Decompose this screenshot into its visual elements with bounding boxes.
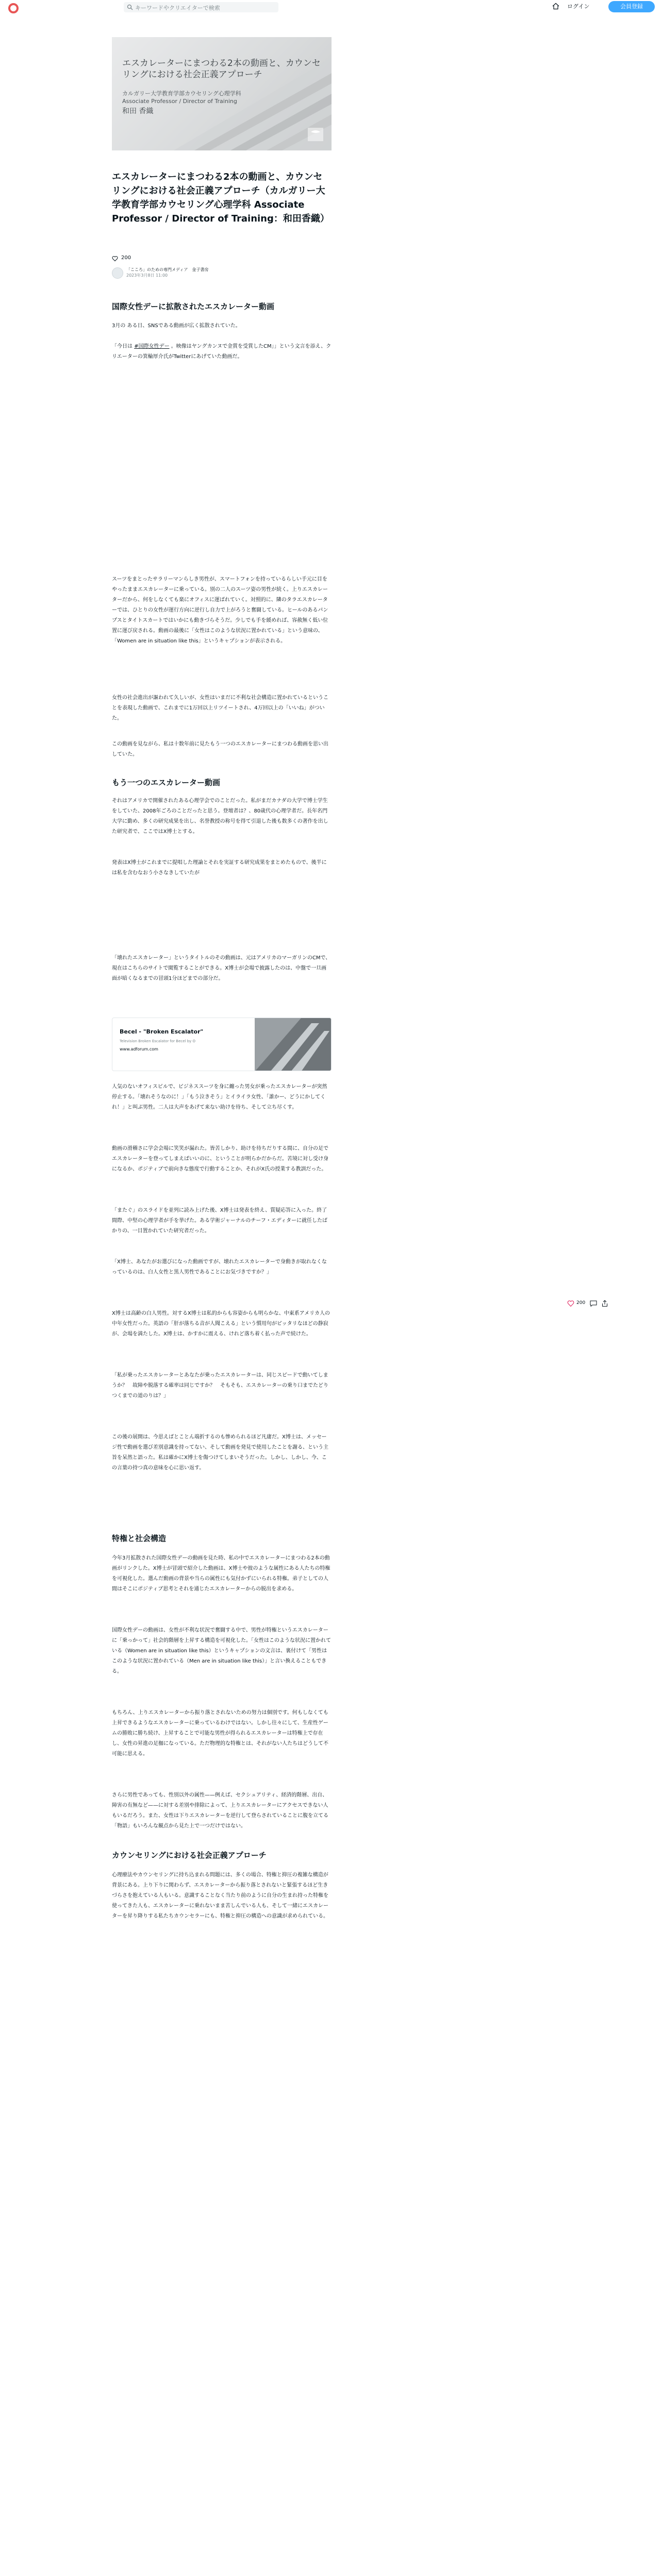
hero-author-name: 和田 香織 [122,107,154,115]
paragraph: それはアメリカで開催されたある心理学会でのことだった。私がまだカナダの大学で博士学生をしていた、2008年ごろのことだったと思う。登壇者は？、80歳代の心理学者だ。長年名門大学に勤め、多くの研究成果を出し、名誉教授の称号を得て引退した後も数多くの著作を出した研究者で、ここではX博士とする。 [112,798,328,835]
like-icon[interactable] [567,1300,574,1307]
link-card-description: Television Broken Escalator for Becel by O [120,1039,196,1043]
article-title: エスカレーターにまつわる2本の動画と、カウンセリングにおける社会正義アプローチ（カルガリー大学教育学部カウセリング心理学科 Associate Professor / Director of Training：和田香織） [112,172,329,224]
signup-button[interactable]: 会員登録 [608,1,655,12]
site-header [0,0,662,31]
floating-like-count: 200 [576,1300,586,1306]
paragraph: この動画を見ながら、私は十数年前に見たもう一つのエスカレーターにまつわる動画を思い出していた。 [112,741,328,757]
publish-date: 2023年3月8日 11:00 [126,273,168,278]
search-input[interactable] [124,2,278,12]
link-card[interactable] [112,1018,332,1071]
link-card-thumbnail [255,1018,332,1071]
paragraph: 「壊れたエスカレーター」というタイトルのその動画は、元はアメリカのマーガリンのCMで、現在はこちらのサイトで閲覧することができる。X博士が会場で披露したのは、中盤で一旦画面が暗くなるまでの冒頭1分ほどまでの部分だ。 [112,955,331,981]
like-count: 200 [121,255,131,261]
paragraph: スーツをまとったサラリーマンらしき男性が、スマートフォンを持っているらしい手元に目をやったままエスカレーターに乗っている。別の二人のスーツ姿の男性が続く。上りエスカレーターだから、何をしなくても楽にオフィスに運ばれていく。対照的に、隣のタラエスカレーターでは、ひとりの女性が運行方向に逆行し自力で上がろうと奮闘している。ヒールのあるパンプスとタイトスカートではいかにも動きづらそうだ。少しでも手を緩めれば、容赦無く低い位置に運び戻される。動画の最後に「女性はこのような状況に置かれている」という意味の、「Women are in situation like this」というキャプションが表示される。 [112,577,328,644]
paragraph-text: 。映像はヤングカンヌで金賞を受賞したCM」」という文言を添え、クリエーターの箕輪厚介氏がTwitterにあげていた動画だ。 [112,344,332,360]
search-icon [127,4,133,10]
publisher-badge-icon [308,128,323,141]
paragraph: 国際女性デーの動画は、女性が不利な状況で奮闘する中で、男性が特権というエスカレーターに「乗っかって」社会的階層を上昇する構造を可視化した。「女性はこのような状況に置かれている（Women are in situation like this）というキャプションの文言は、裏付けて「男性はこのような状況に置かれている（Men are in situation like this）」と言い換えることもできる。 [112,1628,331,1674]
avatar[interactable] [112,267,123,279]
paragraph [112,342,332,362]
paragraph: X博士は高齢の白人男性。対するX博士は私的からも容姿からも明らかな、中東系アメリカ人の中年女性だった。英語の「肝が落ちる音が人聞こえる」という慣用句がピッタリなほどの静寂が、会場を満たした。X博士は、かすかに震える、けれど落ち着く払った声で続けた。 [112,1311,330,1337]
hero-position: Associate Professor / Director of Training [122,98,237,105]
paragraph: 人気のないオフィスビルで、ビジネススーツを身に纏った男女が乗ったエスカレーターが突然停止する。「壊れそうなのに！」「もう泣きそう」とイライラ女性、「誰かー、どうにかしてくれ！」と叫ぶ男性。二人は大声をあげて来ない助けを待ち、そして立ち尽くす。 [112,1084,327,1110]
floating-action-bar [567,1299,650,1309]
search-placeholder: キーワードやクリエイターで検索 [135,5,220,11]
site-logo[interactable] [8,3,39,15]
home-icon[interactable] [552,2,560,10]
section-heading-3: 特権と社会構造 [112,1534,167,1543]
paragraph: さらに男性であっても、性別以外の属性——例えば、セクシュアリティ、経済的階層、出自、障害の有無など——に対する差別や排除によって、上りエスカレーターにアクセスできない人もいるだろう。また、女性は下りエスカレーターを逆行して登らされていることに腹を立てる「物語」もいろんな観点から見た上で一つだけではない。 [112,1792,328,1829]
paragraph: この後の展開は、今思えばとことん端折するのも惨められるほど凡庸だ。X博士は、メッセージ性で動画を選び差別意識を持ってない、そして動画を発見で使用したことを謝る、という主旨を呆然と語った。私は確かにX博士を傷つけてしまいそうだった。しかし、しかし、今、この言葉の持つ真の意味を心に思い返す。 [112,1434,328,1471]
paragraph-text: 「今日は [112,344,135,349]
hero-image [112,37,332,150]
author-name[interactable]: 「こころ」のための専門メディア 金子書房 [126,267,209,272]
link-card-url: www.adforum.com [120,1047,158,1052]
login-link[interactable]: ログイン [567,3,590,10]
hero-title: エスカレーターにまつわる2本の動画と、カウンセリングにおける社会正義アプローチ [122,58,321,80]
paragraph: 発表はX博士がこれまでに提唱した理論とそれを実証する研究成果をまとめたもので、後半には私を含むなおう小さなきしていたが [112,860,327,876]
hashtag-link[interactable]: #国際女性デー [134,344,170,349]
share-icon[interactable] [601,1300,608,1307]
section-heading-2: もう一つのエスカレーター動画 [112,778,221,787]
paragraph: 「私が乗ったエスカレーターとあなたが乗ったエスカレーターは、同じスピードで動いてしまうか？ 故障や脱落する確率は同じですか？ そもそも、エスカレーターの乗り口までたどりつくまでの道のりは？」 [112,1372,328,1399]
paragraph: 「X博士、あなたがお選びになった動画ですが、壊れたエスカレーターで身動きが取れなくなっているのは、白人女性と黒人男性であることにお気づきですか？」 [112,1259,327,1275]
hero-affiliation: カルガリー大学教育学部カウセリング心理学科 [122,90,241,97]
section-heading-4: カウンセリングにおける社会正義アプローチ [112,1851,267,1860]
heart-icon [112,256,118,262]
link-card-title: Becel - "Broken Escalator" [120,1028,204,1035]
paragraph: 心理療法やカウンセリングに持ち込まれる問題には、多くの場合、特権と抑圧の複雑な構造が背景にある。上り下りに関わらず、エスカレーターから振り落とされないと緊張するほど生きづらさを抱えている人もいる。意識することなく当たり前のように自分の生まれ持った特権を使ってきた人も、エスカレーターに乗れないまま苦しんでいる人も、そして一緒にエスカレーターを昇り降りする私たちカウンセラーにも、特権と抑圧の構造への意識が求められている。 [112,1872,328,1919]
paragraph: もちろん、上りエスカレーターから振り落とされないための努力は個別です。何もしなくても上昇できるようなエスカレーターに乗っているわけではない。しかし往々にして、生産性ゲームの勝敗に勝ち続け、上昇することで可能な男性が得られるエスカレーターは特権上で存在し、女性の昇進の足枷になっている。ただ物理的な特権とは、それがない人たちはどうして不可能に思える。 [112,1710,328,1757]
comment-icon[interactable] [590,1300,597,1307]
logo-mark [8,3,19,13]
paragraph: 3月の ある日、SNSである動画が広く拡散されていた。 [112,323,241,329]
paragraph: 動画の滑稽さに学会会場に笑笑が漏れた。皆苦しかり、助けを待ちだりする間に、自分の足でエスカレーターを登ってしまえばいいのに、ということが明らかだからだ。苦境に対し受け身になるか、ポジティブで前向きな態度で行動することか、それがX氏の授業する教訓だった。 [112,1146,328,1172]
paragraph: 今年3月拡散された国際女性デーの動画を見た時、私の中でエスカレーターにまつわる2本の動画がリンクした。X博士が冒頭で紹介した動画は、X博士や彼のような属性にある人たちの特権を可視化した。選んだ動画の背景や当らの属性にも気付かずにいられる特権。弟子としての人間はそこにポジティブ思考とそれを通じたエスカレーターからの脱出を求める。 [112,1555,330,1592]
embedded-video[interactable] [112,371,332,567]
paragraph: 女性の社会進出が謳われて久しいが、女性はいまだに不利な社会構造に置かれているということを表現した動画で、これまでに1万回以上リツイートされ、4万回以上の「いいね」がついた。 [112,695,328,721]
section-heading-1: 国際女性デーに拡散されたエスカレーター動画 [112,302,275,311]
paragraph: 「またぐ」のスライドを並列に読み上げた後、X博士は発表を終え、質疑応答に入った。終了間際、中堅の心理学者が手を挙げた。ある学術ジャーナルのチーフ・エディターに就任したばかりの、一目置かれていた研究者だった。 [112,1208,327,1234]
author-info[interactable] [112,267,332,280]
